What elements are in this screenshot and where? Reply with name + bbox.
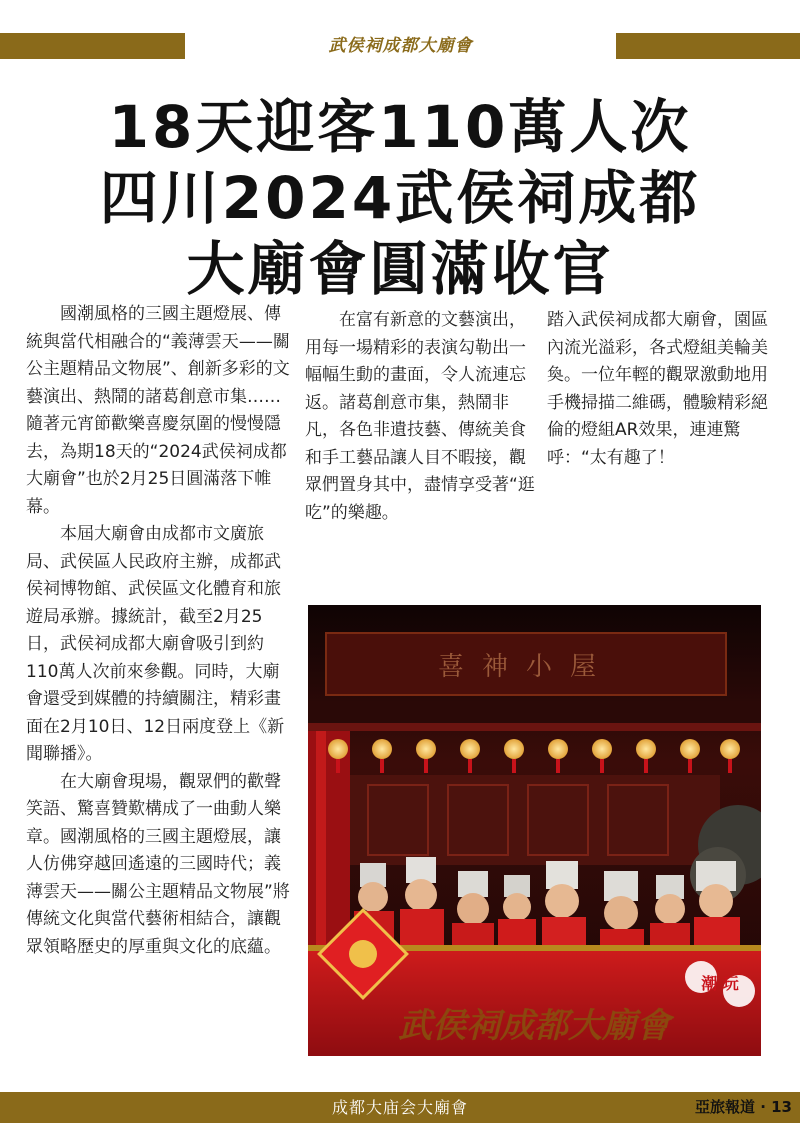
footer-label: 成都大庙会大廟會 <box>331 1098 468 1117</box>
title-line: 大廟會圓滿收官 <box>186 235 614 303</box>
corner-text: 潮 玩 <box>701 974 739 993</box>
page-number: 亞旅報道 · 13 <box>694 1098 792 1116</box>
article-column-3 <box>547 307 782 472</box>
footer-band <box>0 1092 800 1123</box>
paragraph: 在大廟會現場，觀眾們的歡聲笑語、驚喜贊歎構成了一曲動人樂章。國潮風格的三國主題燈展，讓人仿佛穿越回遙遠的三國時代；義薄雲天——關公主題精品文物展”將傳統文化與當代藝術相結合，讓觀眾領略歷史的厚重與文化的底蘊。 <box>26 771 290 957</box>
article-column-2 <box>305 307 535 527</box>
header-band-right <box>616 33 800 59</box>
paragraph: 本屆大廟會由成都市文廣旅局、武侯區人民政府主辦，成都武侯祠博物館、武侯區文化體育和旅遊局承辦。據統計，截至2月25日，武侯祠成都大廟會吸引到約110萬人次前來參觀。同時，大廟會還受到媒體的持續關注，精彩畫面在2月10日、12日兩度登上《新聞聯播》。 <box>26 524 285 764</box>
title-line: 18天迎客110萬人次 <box>108 93 692 161</box>
paragraph: 踏入武侯祠成都大廟會，園區內流光溢彩，各式燈組美輪美奐。一位年輕的觀眾激動地用手機掃描二維碼，體驗精彩絕倫的燈組AR效果，連連驚呼：“太有趣了！ <box>547 310 768 468</box>
title-line: 四川2024武侯祠成都 <box>99 164 701 232</box>
paragraph: 國潮風格的三國主題燈展、傳統與當代相融合的“義薄雲天——關公主題精品文物展”、創新多彩的文藝演出、熱鬧的諸葛創意市集……隨著元宵節歡樂喜慶氛圍的慢慢隱去，為期18天的“2024武侯祠成都大廟會”也於2月25日圓滿落下帷幕。 <box>26 304 290 517</box>
paragraph: 在富有新意的文藝演出，用每一場精彩的表演勾勒出一幅幅生動的畫面，令人流連忘返。諸葛創意市集，熱鬧非凡，各色非遺技藝、傳統美食和手工藝品讓人目不暇接，觀眾們置身其中，盡情享受著“逛吃”的樂趣。 <box>305 310 535 523</box>
article-column-1 <box>26 301 294 961</box>
temple-fair-photo <box>308 605 761 1056</box>
running-header: 武侯祠成都大廟會 <box>328 36 473 56</box>
banner-calligraphy: 武侯祠成都大廟會 <box>398 1006 670 1046</box>
header-band-left <box>0 33 185 59</box>
sign-text: 喜神小屋 <box>437 652 615 682</box>
article-title <box>0 92 800 305</box>
